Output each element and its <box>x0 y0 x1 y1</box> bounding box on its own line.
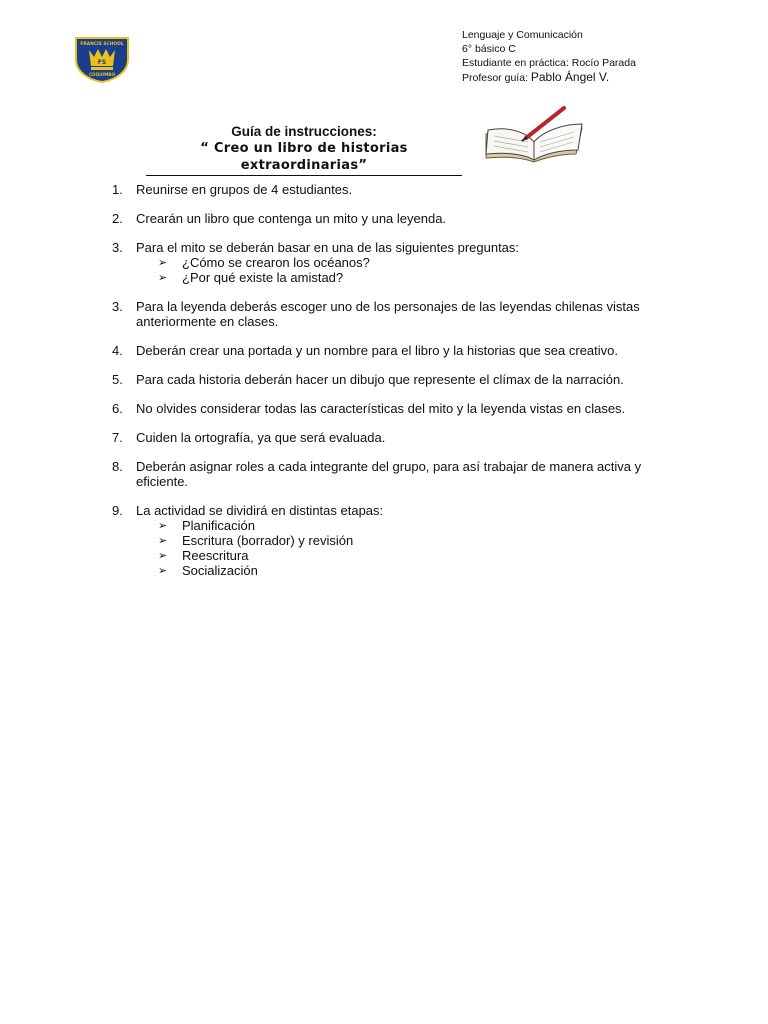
list-item <box>112 503 692 578</box>
item-number: 5. <box>112 372 123 387</box>
item-text: Para cada historia deberán hacer un dibujo que represente el clímax de la narración. <box>136 372 624 387</box>
sub-item <box>136 518 692 533</box>
item-number: 1. <box>112 182 123 197</box>
list-item <box>112 211 692 226</box>
teacher-prefix: Profesor guía: <box>462 72 531 84</box>
item-number: 6. <box>112 401 123 416</box>
item-number: 3. <box>112 240 123 255</box>
list-item <box>112 343 692 358</box>
item-number: 4. <box>112 343 123 358</box>
logo-initials: FS <box>97 59 107 66</box>
list-item <box>112 459 692 489</box>
item-number: 2. <box>112 211 123 226</box>
sub-item <box>136 255 692 270</box>
list-item <box>112 299 692 329</box>
sub-item-text: Socialización <box>182 563 258 578</box>
title-block <box>146 123 462 176</box>
sub-item <box>136 270 692 285</box>
item-text: Para la leyenda deberás escoger uno de los personajes de las leyendas chilenas vistas anteriormente en clases. <box>136 299 640 329</box>
list-item <box>112 182 692 197</box>
sub-item-text: Escritura (borrador) y revisión <box>182 533 354 548</box>
item-number: 3. <box>112 299 123 314</box>
logo-text-top: FRANCIS SCHOOL <box>80 42 124 47</box>
item-text: La actividad se dividirá en distintas etapas: <box>136 503 384 518</box>
item-text: Deberán asignar roles a cada integrante del grupo, para así trabajar de manera activa y eficiente. <box>136 459 642 489</box>
sub-item <box>136 548 692 563</box>
item-text: Reunirse en grupos de 4 estudiantes. <box>136 182 353 197</box>
header-info <box>462 28 636 85</box>
arrow-bullet-icon: ➢ <box>158 256 168 269</box>
sub-item-text: ¿Cómo se crearon los océanos? <box>182 255 370 270</box>
arrow-bullet-icon: ➢ <box>158 564 168 577</box>
school-crest-icon <box>74 35 130 83</box>
grade-line: 6° básico C <box>462 43 516 55</box>
subject-line: Lenguaje y Comunicación <box>462 29 583 41</box>
list-item <box>112 372 692 387</box>
item-text: Cuiden la ortografía, ya que será evaluada. <box>136 430 386 445</box>
sub-item-text: Reescritura <box>182 548 249 563</box>
school-logo <box>74 35 130 83</box>
list-item <box>112 240 692 285</box>
page-subtitle: “ Creo un libro de historias extraordinarias” <box>146 140 462 176</box>
page-title: Guía de instrucciones: <box>231 124 377 139</box>
book-pen-icon <box>480 104 588 164</box>
item-text: Para el mito se deberán basar en una de las siguientes preguntas: <box>136 240 520 255</box>
teacher-name: Pablo Ángel V. <box>530 70 610 84</box>
arrow-bullet-icon: ➢ <box>158 519 168 532</box>
list-item <box>112 430 692 445</box>
sub-item <box>136 563 692 578</box>
item-text: Deberán crear una portada y un nombre para el libro y la historias que sea creativo. <box>136 343 618 358</box>
item-text: Crearán un libro que contenga un mito y una leyenda. <box>136 211 447 226</box>
arrow-bullet-icon: ➢ <box>158 271 168 284</box>
sub-item <box>136 533 692 548</box>
arrow-bullet-icon: ➢ <box>158 534 168 547</box>
teacher-line <box>462 70 636 85</box>
item-number: 7. <box>112 430 123 445</box>
sub-item-text: ¿Por qué existe la amistad? <box>182 270 344 285</box>
sub-item-text: Planificación <box>182 518 255 533</box>
item-number: 8. <box>112 459 123 474</box>
logo-text-bottom: COQUIMBO <box>88 72 116 77</box>
item-number: 9. <box>112 503 123 518</box>
student-line: Estudiante en práctica: Rocío Parada <box>462 57 636 69</box>
list-item <box>112 401 692 416</box>
arrow-bullet-icon: ➢ <box>158 549 168 562</box>
instruction-list <box>112 182 692 592</box>
item-text: No olvides considerar todas las características del mito y la leyenda vistas en clases. <box>136 401 626 416</box>
